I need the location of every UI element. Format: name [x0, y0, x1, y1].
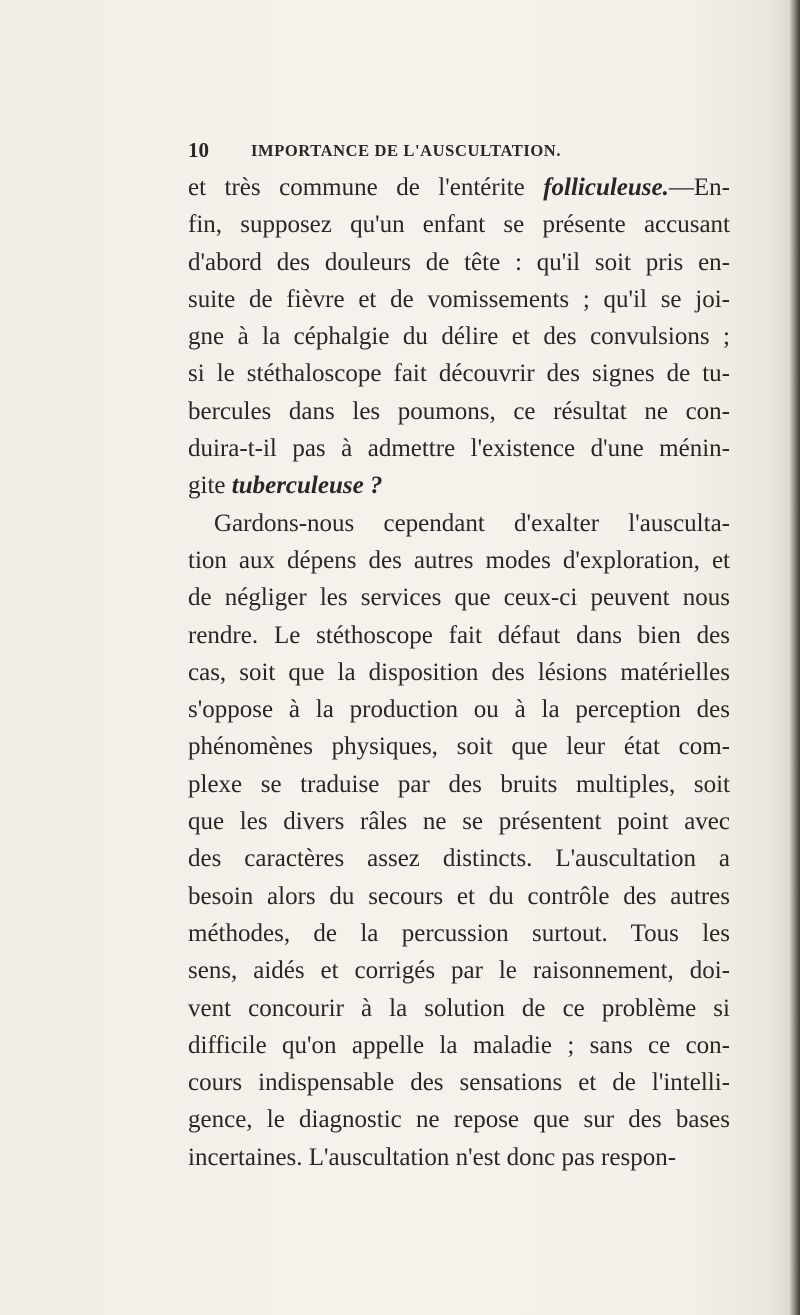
text-line-11: tion aux dépens des autres modes d'exploration, et: [188, 546, 730, 574]
text-line-10: Gardons-nous cependant d'exalter l'ausculta-: [214, 509, 730, 537]
text-line-24: difficile qu'on appelle la maladie ; sans ce con-: [188, 1031, 730, 1059]
text-line-23: vent concourir à la solution de ce problème si: [188, 994, 730, 1022]
text-line-4: suite de fièvre et de vomissements ; qu'il se joi-: [188, 285, 730, 313]
text-line-25: cours indispensable des sensations et de l'intelli-: [188, 1069, 730, 1097]
page-edge-shadow: [790, 0, 800, 1315]
text-line-1: et très commune de l'entérite folliculeuse.—En-: [188, 174, 730, 201]
running-head: [188, 138, 748, 170]
emphasis-folliculeuse: folliculeuse.: [543, 174, 669, 201]
text-line-8: duira-t-il pas à admettre l'existence d'une ménin-: [188, 435, 730, 463]
running-head-title: IMPORTANCE DE L'AUSCULTATION.: [251, 141, 562, 160]
text-line-27: incertaines. L'auscultation n'est donc pas respon-: [188, 1143, 677, 1171]
text-line-19: des caractères assez distincts. L'auscultation a: [188, 845, 730, 873]
page-number: 10: [188, 138, 209, 162]
text-line-22: sens, aidés et corrigés par le raisonnement, doi-: [188, 957, 730, 985]
text-line-6: si le stéthaloscope fait découvrir des signes de tu-: [188, 360, 730, 388]
text-line-16: phénomènes physiques, soit que leur état com-: [188, 733, 730, 761]
text-line-15: s'oppose à la production ou à la perception des: [188, 696, 730, 724]
text-line-9: gite tuberculeuse ?: [188, 472, 383, 500]
text-line-21: méthodes, de la percussion surtout. Tous les: [188, 919, 730, 947]
emphasis-tuberculeuse: tuberculeuse ?: [231, 472, 383, 500]
text-line-13: rendre. Le stéthoscope fait défaut dans bien des: [188, 621, 730, 649]
text-line-12: de négliger les services que ceux-ci peuvent nous: [188, 584, 730, 612]
text-line-3: d'abord des douleurs de tête : qu'il soit pris en-: [188, 248, 730, 276]
text-line-17: plexe se traduise par des bruits multiples, soit: [188, 770, 730, 798]
text-line-26: gence, le diagnostic ne repose que sur des bases: [188, 1106, 730, 1134]
text-line-7: bercules dans les poumons, ce résultat ne con-: [188, 397, 730, 425]
text-line-2: fin, supposez qu'un enfant se présente accusant: [188, 211, 730, 239]
text-line-14: cas, soit que la disposition des lésions matérielles: [188, 658, 730, 686]
body-text: [188, 169, 730, 1176]
text-line-20: besoin alors du secours et du contrôle des autres: [188, 882, 730, 910]
text-line-18: que les divers râles ne se présentent point avec: [188, 808, 730, 836]
text-line-5: gne à la céphalgie du délire et des convulsions ;: [188, 323, 730, 351]
